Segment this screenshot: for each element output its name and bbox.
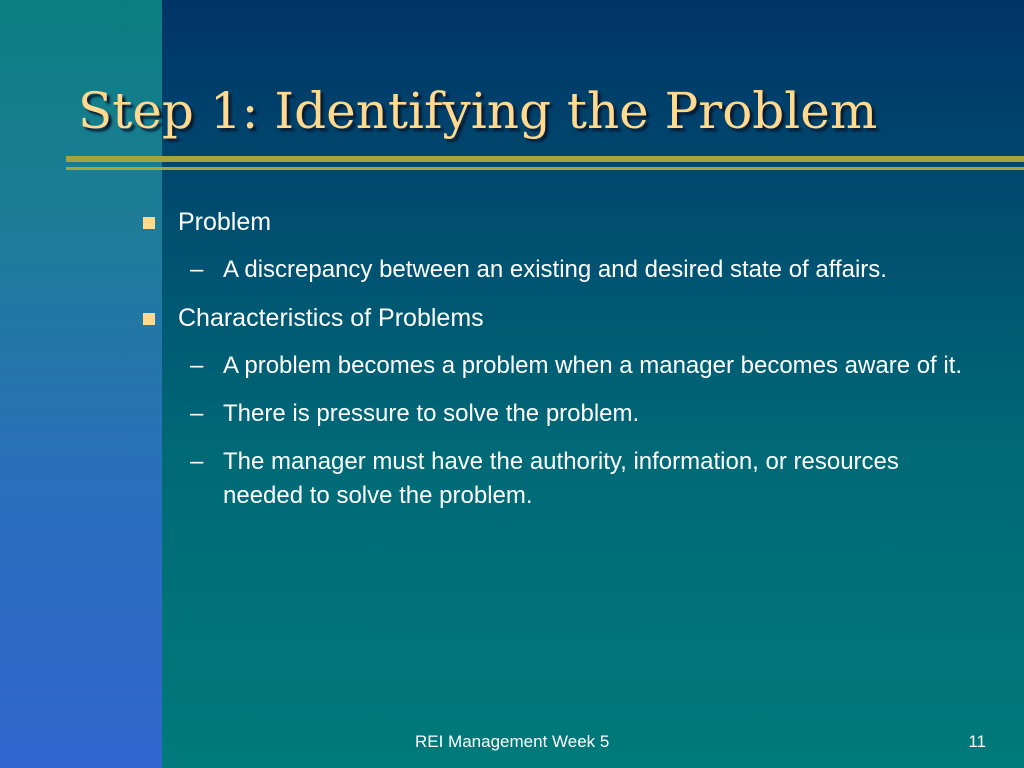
bullet-item-problem (140, 205, 970, 239)
sub-bullet-item (140, 397, 970, 431)
title-rule-thin (66, 167, 1024, 170)
square-bullet-icon (143, 313, 155, 325)
sub-bullet-text: A problem becomes a problem when a manager becomes aware of it. (223, 352, 963, 379)
slide-title: Step 1: Identifying the Problem (78, 82, 878, 140)
bullet-text: Characteristics of Problems (178, 304, 484, 332)
sub-bullet-text: There is pressure to solve the problem. (223, 400, 640, 427)
bullet-item-characteristics (140, 301, 970, 335)
dash-bullet-icon: – (190, 352, 204, 379)
page-number: 11 (968, 732, 986, 751)
square-bullet-icon (143, 217, 155, 229)
dash-bullet-icon: – (190, 448, 204, 475)
sub-bullet-item (140, 253, 970, 287)
dash-bullet-icon: – (190, 256, 204, 283)
sub-bullet-text: A discrepancy between an existing and desired state of affairs. (223, 256, 887, 283)
sub-bullet-item (140, 349, 970, 383)
bullet-list (140, 205, 970, 527)
sub-bullet-text: The manager must have the authority, information, or resources needed to solve the problem. (223, 448, 899, 509)
sub-bullet-item (140, 445, 970, 513)
bullet-text: Problem (178, 208, 272, 236)
dash-bullet-icon: – (190, 400, 204, 427)
title-rule-thick (66, 156, 1024, 162)
slide-footer: REI Management Week 5 (415, 732, 610, 751)
